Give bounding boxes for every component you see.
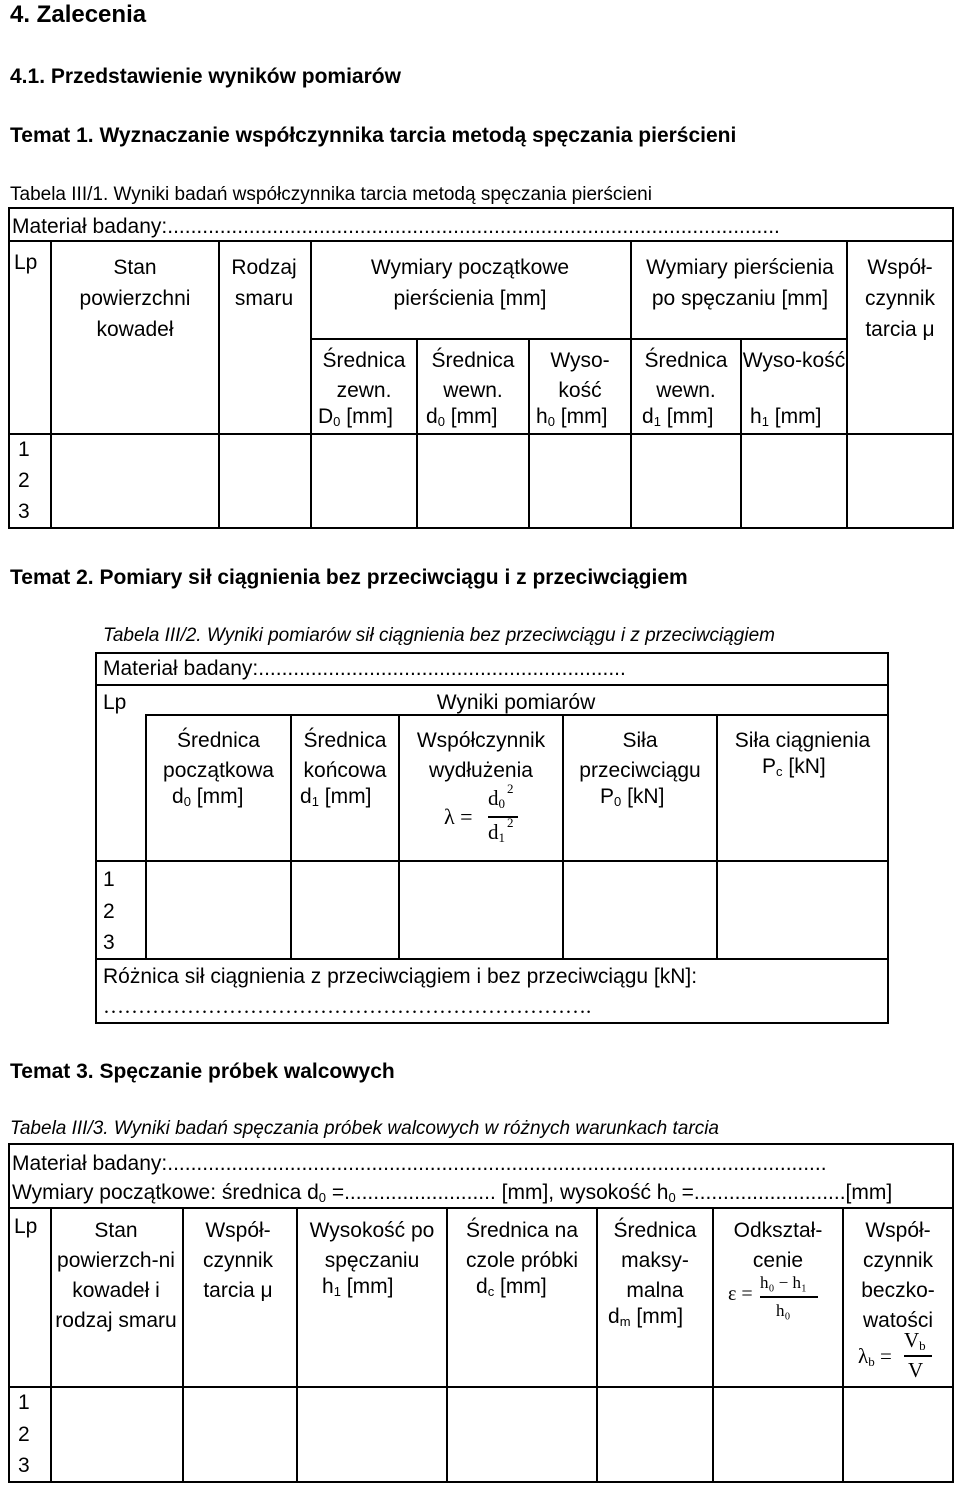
t2-header-group: Wyniki pomiarów xyxy=(436,691,596,714)
t2-symbol-p0: $P_0$ [kN] xyxy=(600,785,665,809)
section-heading: 4.1. Przedstawienie wyników pomiarów xyxy=(10,65,401,88)
t1-symbol-d0: $d_0$ [mm] xyxy=(426,405,498,429)
t3-header-mu: Współ-czynnik tarcia μ xyxy=(202,1219,274,1302)
t2-symbol-pc: $P_c$ [kN] xyxy=(762,755,826,779)
t3-header-barrelling: Współ-czynnik beczko-watości xyxy=(861,1219,935,1332)
t1-header-mu: Współ-czynnik tarcia μ xyxy=(864,256,936,341)
table1-caption: Tabela III/1. Wyniki badań współczynnika tarcia metodą spęczania pierścieni xyxy=(10,184,652,205)
table3-material: Materiał badany:................................................................................................................. xyxy=(12,1152,827,1175)
topic2-title: Temat 2. Pomiary sił ciągnienia bez przeciwciągu i z przeciwciągiem xyxy=(10,566,688,589)
t1-header-initial-group: Wymiary początkowe pierścienia [mm] xyxy=(370,256,570,310)
t1-header-height-after: Wyso-kość xyxy=(742,349,846,372)
t2-difference-label: Różnica sił ciągnienia z przeciwciągiem i bez przeciwciągu [kN]: xyxy=(103,965,698,988)
t3-header-lp: Lp xyxy=(14,1215,38,1238)
t2-row-number: 2 xyxy=(103,900,115,923)
t3-lambda-b-fraction: $V_b$ V xyxy=(904,1330,944,1386)
t3-header-max-diameter: Średnica maksy-malna xyxy=(613,1219,697,1302)
t1-header-after-group: Wymiary pierścienia po spęczaniu [mm] xyxy=(646,256,834,310)
table2-caption: Tabela III/2. Wyniki pomiarów sił ciągnienia bez przeciwciągu i z przeciwciągiem xyxy=(103,625,775,646)
t1-symbol-d1: $d_1$ [mm] xyxy=(642,405,714,429)
t3-lambda-b-symbol: $\lambda_b$ = xyxy=(858,1344,892,1369)
t2-header-final-diameter: Średnica końcowa xyxy=(303,729,387,782)
topic1-title: Temat 1. Wyznaczanie współczynnika tarcia metodą spęczania pierścieni xyxy=(10,124,737,147)
t1-header-outer-diameter: Średnica zewn. xyxy=(322,349,406,402)
t1-symbol-D0: $D_0$ [mm] xyxy=(318,405,393,429)
t3-row-number: 2 xyxy=(18,1423,30,1446)
t3-header-face-diameter: Średnica na czole próbki xyxy=(465,1219,579,1272)
t1-row-number: 2 xyxy=(18,469,30,492)
t2-row-number: 3 xyxy=(103,931,115,954)
t2-header-drawing-force: Siła ciągnienia xyxy=(734,729,871,752)
t2-difference-dots: ……………………………………………………………. xyxy=(103,994,592,1018)
t2-row-number: 1 xyxy=(103,868,115,891)
t2-lambda-symbol: λ = xyxy=(444,804,473,829)
t2-header-initial-diameter: Średnica początkowa xyxy=(163,729,274,782)
t2-header-back-tension: Siła przeciwciągu xyxy=(579,729,701,782)
table1-material: Materiał badany:......................................................................................................... xyxy=(12,215,780,238)
t1-symbol-h1: $h_1$ [mm] xyxy=(750,405,822,429)
t3-header-height: Wysokość po spęczaniu xyxy=(309,1219,435,1272)
t3-row-number: 3 xyxy=(18,1454,30,1477)
t2-header-lp: Lp xyxy=(103,691,127,714)
t3-eps-fraction: h₀ − h₁ h₀ xyxy=(760,1274,830,1330)
t1-header-inner-diameter: Średnica wewn. xyxy=(431,349,515,402)
t3-symbol-dm: $d_m$ [mm] xyxy=(608,1305,684,1329)
t3-header-strain: Odkształ-cenie xyxy=(733,1219,823,1272)
t1-header-height: Wyso-kość xyxy=(550,349,610,402)
t3-symbol-dc: $d_c$ [mm] xyxy=(476,1275,547,1299)
t2-lambda-fraction: $d_0$ 2 $d_1$ 2 xyxy=(488,788,528,858)
table3-dimensions: Wymiary początkowe: średnica $d_0$ =.......................... [mm], wysokość $h_0 =..........................[mm]$ xyxy=(12,1181,893,1205)
t1-row-number: 1 xyxy=(18,438,30,461)
table3-caption: Tabela III/3. Wyniki badań spęczania próbek walcowych w różnych warunkach tarcia xyxy=(10,1118,719,1139)
topic3-title: Temat 3. Spęczanie próbek walcowych xyxy=(10,1060,395,1083)
t2-symbol-d0: $d_0$ [mm] xyxy=(172,785,244,809)
t1-header-stan: Stan powierzchni kowadeł xyxy=(79,256,191,341)
t2-header-elongation: Współczynnik wydłużenia xyxy=(416,729,546,782)
t3-eps-symbol: ε = xyxy=(728,1283,753,1305)
t3-row-number: 1 xyxy=(18,1391,30,1414)
t1-symbol-h0: $h_0$ [mm] xyxy=(536,405,608,429)
page-heading: 4. Zalecenia xyxy=(10,1,147,28)
t2-symbol-d1: $d_1$ [mm] xyxy=(300,785,372,809)
t3-symbol-h1: $h_1$ [mm] xyxy=(322,1275,394,1299)
t1-header-lp: Lp xyxy=(14,251,38,274)
t3-header-surface-lubricant: Stan powierzch-ni kowadeł i rodzaj smaru xyxy=(55,1219,177,1332)
t1-header-inner-diameter-after: Średnica wewn. xyxy=(644,349,728,402)
t1-header-rodzaj: Rodzaj smaru xyxy=(231,256,297,310)
table2-material: Materiał badany:............................................................... xyxy=(103,657,626,680)
t1-row-number: 3 xyxy=(18,500,30,523)
